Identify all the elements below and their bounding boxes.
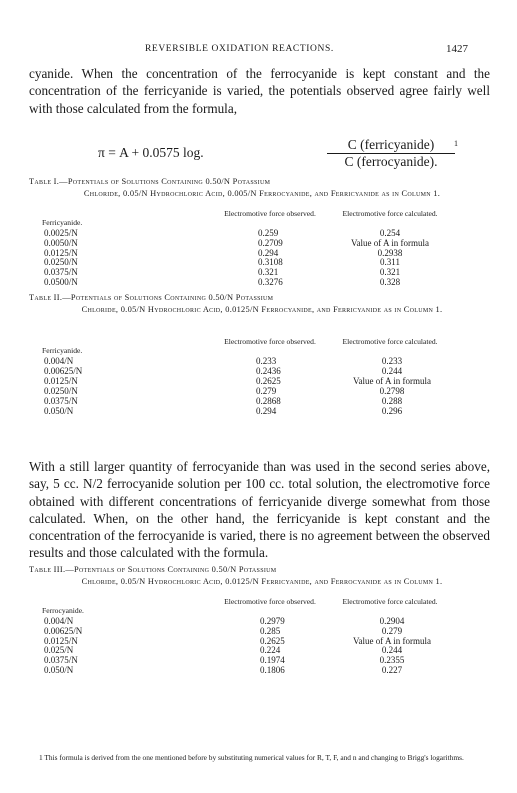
calculated-emf-cell: 0.2355	[379, 655, 405, 666]
observed-emf-cell: 0.2625	[256, 376, 281, 386]
formula-lhs: π = A + 0.0575 log.	[98, 145, 204, 160]
table3-caption-rest: Chloride, 0.05/N Hydrochloric Acid, 0.0125/N Ferricyanide, and Ferrocyanide as in Column 1.	[81, 576, 443, 586]
table-row	[0, 277, 517, 287]
observed-emf-cell: 0.294	[258, 247, 279, 258]
table-row	[0, 376, 517, 386]
concentration-cell: 0.004/N	[44, 356, 74, 366]
table3-col3-header: Electromotive force calculated.	[342, 597, 438, 606]
concentration-cell: 0.0375/N	[44, 655, 78, 666]
observed-emf-cell: 0.2979	[260, 616, 285, 626]
table-row	[0, 645, 517, 655]
table1-col1-header: Ferricyanide.	[42, 218, 83, 227]
table3-col1-header: Ferrocyanide.	[42, 606, 84, 615]
table-row	[0, 238, 517, 248]
concentration-cell: 0.0125/N	[44, 376, 78, 386]
calculated-emf-cell: 0.244	[381, 366, 403, 376]
table-row	[0, 356, 517, 366]
concentration-cell: 0.050/N	[44, 406, 74, 416]
table-row	[0, 386, 517, 396]
observed-emf-cell: 0.294	[256, 406, 277, 416]
table-row	[0, 655, 517, 665]
concentration-cell: 0.0250/N	[44, 257, 78, 268]
concentration-cell: 0.0500/N	[44, 277, 78, 287]
table2-caption-lead: Table II.—Potentials of Solutions Containing 0.50/N Potassium	[29, 293, 274, 302]
footnote-marker: 1	[454, 139, 458, 148]
calculated-emf-cell: Value of A in formula	[353, 635, 431, 646]
calculated-emf-cell: 0.2798	[379, 386, 405, 396]
calculated-emf-cell: 0.233	[381, 356, 403, 366]
concentration-cell: 0.0375/N	[44, 396, 78, 406]
observed-emf-cell: 0.285	[260, 625, 281, 636]
table-row	[0, 248, 517, 258]
paragraph-discussion: With a still larger quantity of ferrocyanide than was used in the second series above, say, 5 cc. N/2 ferrocyanide solution per 100 cc. total solution, the electromotive force obtained with different concentrations of ferricyanide diverge somewhat from those calculated. When, on the other hand, the ferricyanide is kept constant and the concentration of the ferrocyanide is varied, there is no agreement between the observed results and those calculated with the formula.	[29, 459, 490, 561]
table2-caption-rest: Chloride, 0.05/N Hydrochloric Acid, 0.0125/N Ferrocyanide, and Ferricyanide as in Column 1.	[81, 304, 443, 314]
concentration-cell: 0.0250/N	[44, 386, 78, 396]
table3-col2-header: Electromotive force observed.	[224, 597, 316, 606]
calculated-emf-cell: Value of A in formula	[351, 237, 429, 248]
observed-emf-cell: 0.2868	[256, 396, 281, 406]
table-row	[0, 616, 517, 626]
concentration-cell: 0.0125/N	[44, 635, 78, 646]
formula-numerator: C (ferricyanide)	[327, 137, 455, 154]
calculated-emf-cell: Value of A in formula	[353, 376, 431, 386]
table1-caption	[29, 176, 495, 199]
page-header	[0, 44, 517, 58]
concentration-cell: 0.050/N	[44, 665, 74, 675]
concentration-cell: 0.025/N	[44, 645, 74, 656]
calculated-emf-cell: 0.328	[379, 277, 401, 287]
calculated-emf-cell: 0.288	[381, 396, 403, 406]
table1-caption-rest: Chloride, 0.05/N Hydrochloric Acid, 0.005/N Ferrocyanide, and Ferricyanide as in Column 1.	[83, 188, 441, 198]
observed-emf-cell: 0.321	[258, 267, 279, 278]
table1-caption-lead: Table I.—Potentials of Solutions Containing 0.50/N Potassium	[29, 177, 271, 186]
concentration-cell: 0.00625/N	[44, 366, 83, 376]
table-row	[0, 366, 517, 376]
calculated-emf-cell: 0.311	[380, 257, 400, 268]
table3-caption-lead: Table III.—Potentials of Solutions Containing 0.50/N Potassium	[29, 565, 277, 574]
nernst-formula	[98, 137, 458, 177]
calculated-emf-cell: 0.254	[379, 228, 401, 238]
table-row	[0, 626, 517, 636]
concentration-cell: 0.0125/N	[44, 247, 78, 258]
concentration-cell: 0.0050/N	[44, 237, 78, 248]
observed-emf-cell: 0.1974	[260, 655, 285, 666]
observed-emf-cell: 0.259	[258, 228, 279, 238]
observed-emf-cell: 0.1806	[260, 665, 285, 675]
calculated-emf-cell: 0.2904	[379, 616, 405, 626]
observed-emf-cell: 0.2436	[256, 366, 281, 376]
calculated-emf-cell: 0.244	[381, 645, 403, 656]
calculated-emf-cell: 0.296	[381, 406, 403, 416]
footnote: 1 This formula is derived from the one mentioned before by substituting numerical values for R, T, F, and n and changing to Brigg's logarithms.	[39, 753, 464, 762]
table1-col3-header: Electromotive force calculated.	[342, 209, 438, 218]
page-number: 1427	[446, 43, 468, 55]
table2-col1-header: Ferricyanide.	[42, 346, 83, 355]
calculated-emf-cell: 0.227	[381, 665, 403, 675]
observed-emf-cell: 0.3108	[258, 257, 283, 268]
observed-emf-cell: 0.279	[256, 386, 277, 396]
concentration-cell: 0.00625/N	[44, 625, 83, 636]
paragraph-intro: cyanide. When the concentration of the ferrocyanide is kept constant and the concentration of the ferricyanide is varied, the potentials observed agree fairly well with those calculated from the formula,	[29, 66, 490, 116]
table-row	[0, 665, 517, 675]
table-row	[0, 257, 517, 267]
table-row	[0, 228, 517, 238]
table2-col2-header: Electromotive force observed.	[224, 337, 316, 346]
calculated-emf-cell: 0.2938	[377, 247, 403, 258]
observed-emf-cell: 0.233	[256, 356, 277, 366]
formula-denominator: C (ferrocyanide).	[344, 154, 438, 169]
observed-emf-cell: 0.3276	[258, 277, 283, 287]
table-row	[0, 636, 517, 646]
table2-col3-header: Electromotive force calculated.	[342, 337, 438, 346]
concentration-cell: 0.0375/N	[44, 267, 78, 278]
observed-emf-cell: 0.2625	[260, 635, 285, 646]
table-row	[0, 406, 517, 416]
calculated-emf-cell: 0.279	[381, 625, 403, 636]
table-row	[0, 267, 517, 277]
running-title: REVERSIBLE OXIDATION REACTIONS.	[145, 44, 334, 54]
table1-col2-header: Electromotive force observed.	[224, 209, 316, 218]
table-row	[0, 396, 517, 406]
observed-emf-cell: 0.2709	[258, 237, 283, 248]
formula-fraction	[327, 137, 455, 169]
concentration-cell: 0.0025/N	[44, 228, 78, 238]
concentration-cell: 0.004/N	[44, 616, 74, 626]
table2-caption	[29, 292, 495, 315]
observed-emf-cell: 0.224	[260, 645, 281, 656]
calculated-emf-cell: 0.321	[379, 267, 401, 278]
table3-caption	[29, 564, 495, 587]
